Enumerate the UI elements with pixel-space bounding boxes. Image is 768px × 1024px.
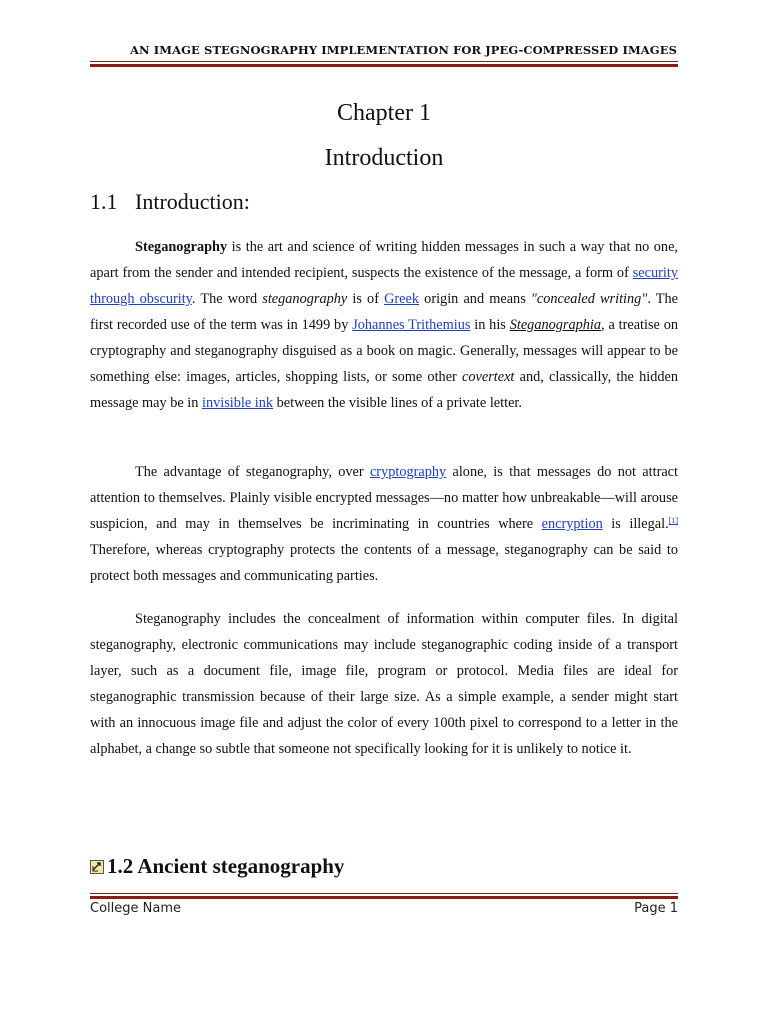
chapter-title: Introduction xyxy=(324,145,444,171)
section-heading-1-1 xyxy=(90,189,250,215)
footer-page-number: Page 1 xyxy=(634,901,678,916)
header-rule-thick xyxy=(90,64,678,67)
footer-rule-thin xyxy=(90,893,678,894)
document-link-icon[interactable] xyxy=(90,855,104,869)
text-italic: "concealed writing" xyxy=(530,291,648,307)
footer-rule-thick xyxy=(90,896,678,899)
link-cryptography[interactable]: cryptography xyxy=(369,464,447,480)
text-run: is of xyxy=(347,291,385,307)
term-bold: Steganography xyxy=(135,239,228,255)
text-run: Therefore, whereas cryptography protects the contents of a message, steganography can be said to protect both messages and communicating parties. xyxy=(90,542,678,584)
text-run: and, classically, the hidden message may be in xyxy=(90,369,678,411)
link-johannes-trithemius[interactable]: Johannes Trithemius xyxy=(352,317,471,333)
text-run: alone, is that messages do not attract attention to themselves. Plainly visible encrypted messages—no matter how unbreakable—will arouse suspicion, and may in themselves be incriminating in countries where xyxy=(90,464,678,532)
text-italic-underlined: Steganographia xyxy=(509,317,602,333)
footer-college-name: College Name xyxy=(90,901,181,916)
text-run: . The first recorded use of the term was in 1499 by xyxy=(90,291,678,333)
paragraph-3 xyxy=(90,606,678,762)
text-run: in his xyxy=(470,317,510,333)
link-greek[interactable]: Greek xyxy=(384,291,420,307)
link-security-through-obscurity[interactable]: security through obscurity xyxy=(90,265,678,307)
text-run: is the art and science of writing hidden messages in such a way that no one, apart from the sender and intended recipient, suspects the existence of the message, a form of xyxy=(90,239,678,281)
text-run: origin and means xyxy=(419,291,531,307)
running-header: AN IMAGE STEGNOGRAPHY IMPLEMENTATION FOR JPEG-COMPRESSED IMAGES xyxy=(130,43,677,57)
section-title: 1.2 Ancient steganography xyxy=(107,854,345,878)
section-heading-1-2 xyxy=(90,854,344,879)
section-title: Introduction: xyxy=(135,189,250,214)
header-rule-thin xyxy=(90,61,678,62)
chapter-number: Chapter 1 xyxy=(337,100,431,126)
text-run: between the visible lines of a private letter. xyxy=(273,395,522,411)
paragraph-1 xyxy=(90,234,678,416)
text-italic: covertext xyxy=(462,369,515,385)
text-run: Steganography includes the concealment of information within computer files. In digital steganography, electronic communications may include steganographic coding inside of a transport layer, such as a document file, image file, program or protocol. Media files are ideal for steganographic transmission because of their large size. As a simple example, a sender might start with an innocuous image file and adjust the color of every 100th pixel to correspond to a letter in the alphabet, a change so subtle that someone not specifically looking for it is unlikely to notice it. xyxy=(90,611,678,757)
section-number: 1.1 xyxy=(90,189,118,214)
text-run: . The word xyxy=(191,291,263,307)
text-italic: steganography xyxy=(262,291,348,307)
link-encryption[interactable]: encryption xyxy=(541,516,603,532)
text-run: The advantage of steganography, over xyxy=(135,464,370,480)
text-run: , a treatise on cryptography and steganography disguised as a book on magic. Generally, messages will appear to be something else: images, articles, shopping lists, or some other xyxy=(90,317,679,385)
reference-link[interactable]: [1] xyxy=(668,516,678,525)
paragraph-2 xyxy=(90,459,678,589)
link-invisible-ink[interactable]: invisible ink xyxy=(201,395,274,411)
text-run: is illegal. xyxy=(602,516,669,532)
